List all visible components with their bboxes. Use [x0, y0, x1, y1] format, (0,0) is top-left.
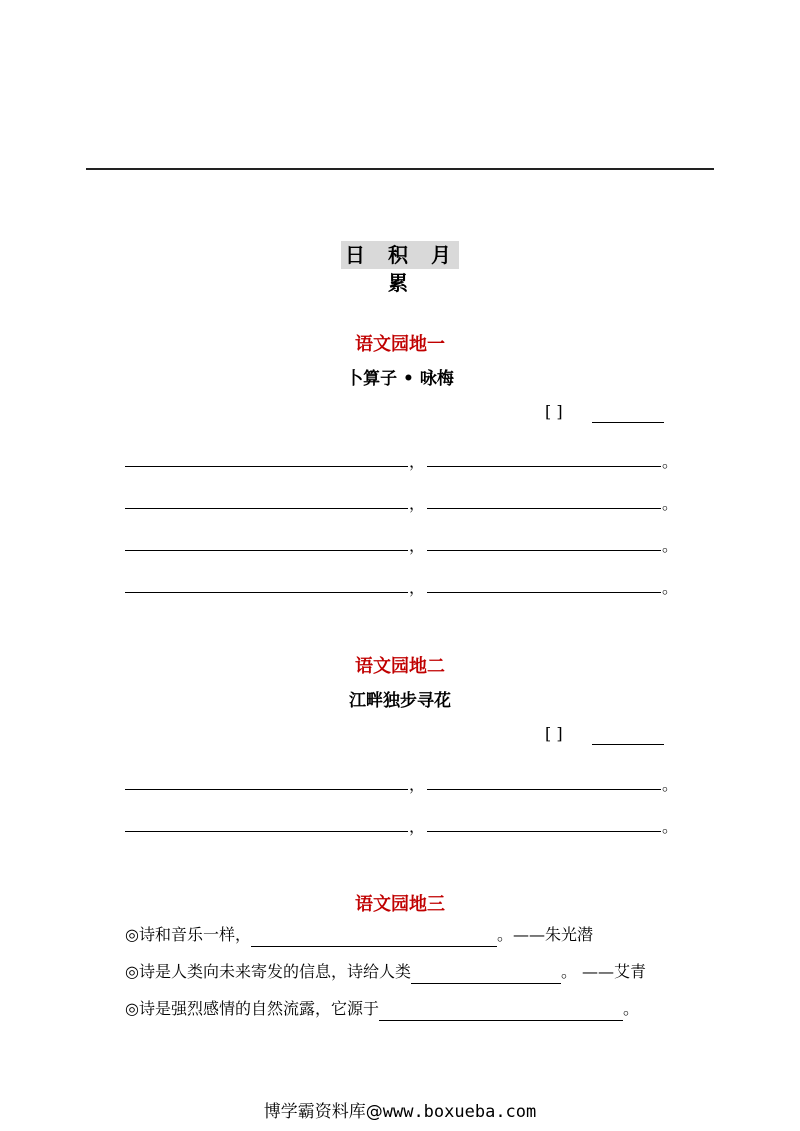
author-blank[interactable]	[592, 744, 664, 745]
author-row-2	[545, 724, 675, 748]
verse-blank-right[interactable]	[427, 508, 661, 509]
period: 。	[662, 494, 679, 513]
quote-blank[interactable]	[251, 928, 497, 947]
period: 。	[662, 817, 679, 836]
verse-blank-right[interactable]	[427, 789, 661, 790]
verse-blank-left[interactable]	[125, 592, 408, 593]
verse-row	[125, 770, 685, 794]
verse-blank-left[interactable]	[125, 550, 408, 551]
quote-suffix: 。 ——艾青	[560, 962, 647, 981]
verse-row	[125, 489, 685, 513]
section-heading-3: 语文园地三	[355, 894, 445, 915]
footer-brand: 博学霸资料库@	[263, 1102, 383, 1122]
section-heading-2: 语文园地二	[355, 656, 445, 677]
verse-row	[125, 573, 685, 597]
verse-blank-left[interactable]	[125, 831, 408, 832]
author-brackets: [ ]	[545, 724, 563, 743]
period: 。	[662, 536, 679, 555]
page-title: 日 积 月 累	[341, 241, 459, 269]
period: 。	[662, 452, 679, 471]
quote-prefix: ◎诗是人类向未来寄发的信息，诗给人类	[125, 962, 411, 981]
quote-1	[125, 923, 593, 947]
section-heading-1: 语文园地一	[355, 334, 445, 355]
poem-title-1: 卜算子 • 咏梅	[346, 369, 454, 389]
quote-2	[125, 960, 646, 984]
quote-suffix: 。——朱光潜	[496, 925, 593, 944]
footer-url[interactable]: www.boxueba.com	[382, 1102, 537, 1122]
verse-blank-right[interactable]	[427, 831, 661, 832]
poem-title-2: 江畔独步寻花	[349, 691, 451, 711]
quote-blank[interactable]	[411, 965, 561, 984]
comma: ，	[409, 578, 426, 597]
top-divider	[86, 168, 714, 170]
verse-blank-right[interactable]	[427, 592, 661, 593]
verse-blank-left[interactable]	[125, 508, 408, 509]
comma: ，	[409, 452, 426, 471]
comma: ，	[409, 536, 426, 555]
verse-blank-left[interactable]	[125, 466, 408, 467]
verse-blank-right[interactable]	[427, 466, 661, 467]
verse-row	[125, 812, 685, 836]
quote-prefix: ◎诗和音乐一样，	[125, 925, 251, 944]
author-brackets: [ ]	[545, 402, 563, 421]
comma: ，	[409, 775, 426, 794]
period: 。	[662, 578, 679, 597]
verse-row	[125, 447, 685, 471]
quote-3	[125, 997, 639, 1021]
footer	[0, 1097, 800, 1122]
comma: ，	[409, 817, 426, 836]
author-blank[interactable]	[592, 422, 664, 423]
comma: ，	[409, 494, 426, 513]
period: 。	[662, 775, 679, 794]
quote-prefix: ◎诗是强烈感情的自然流露，它源于	[125, 999, 379, 1018]
quote-blank[interactable]	[379, 1002, 623, 1021]
verse-row	[125, 531, 685, 555]
verse-blank-left[interactable]	[125, 789, 408, 790]
verse-blank-right[interactable]	[427, 550, 661, 551]
author-row-1	[545, 402, 675, 426]
quote-suffix: 。	[622, 999, 639, 1018]
